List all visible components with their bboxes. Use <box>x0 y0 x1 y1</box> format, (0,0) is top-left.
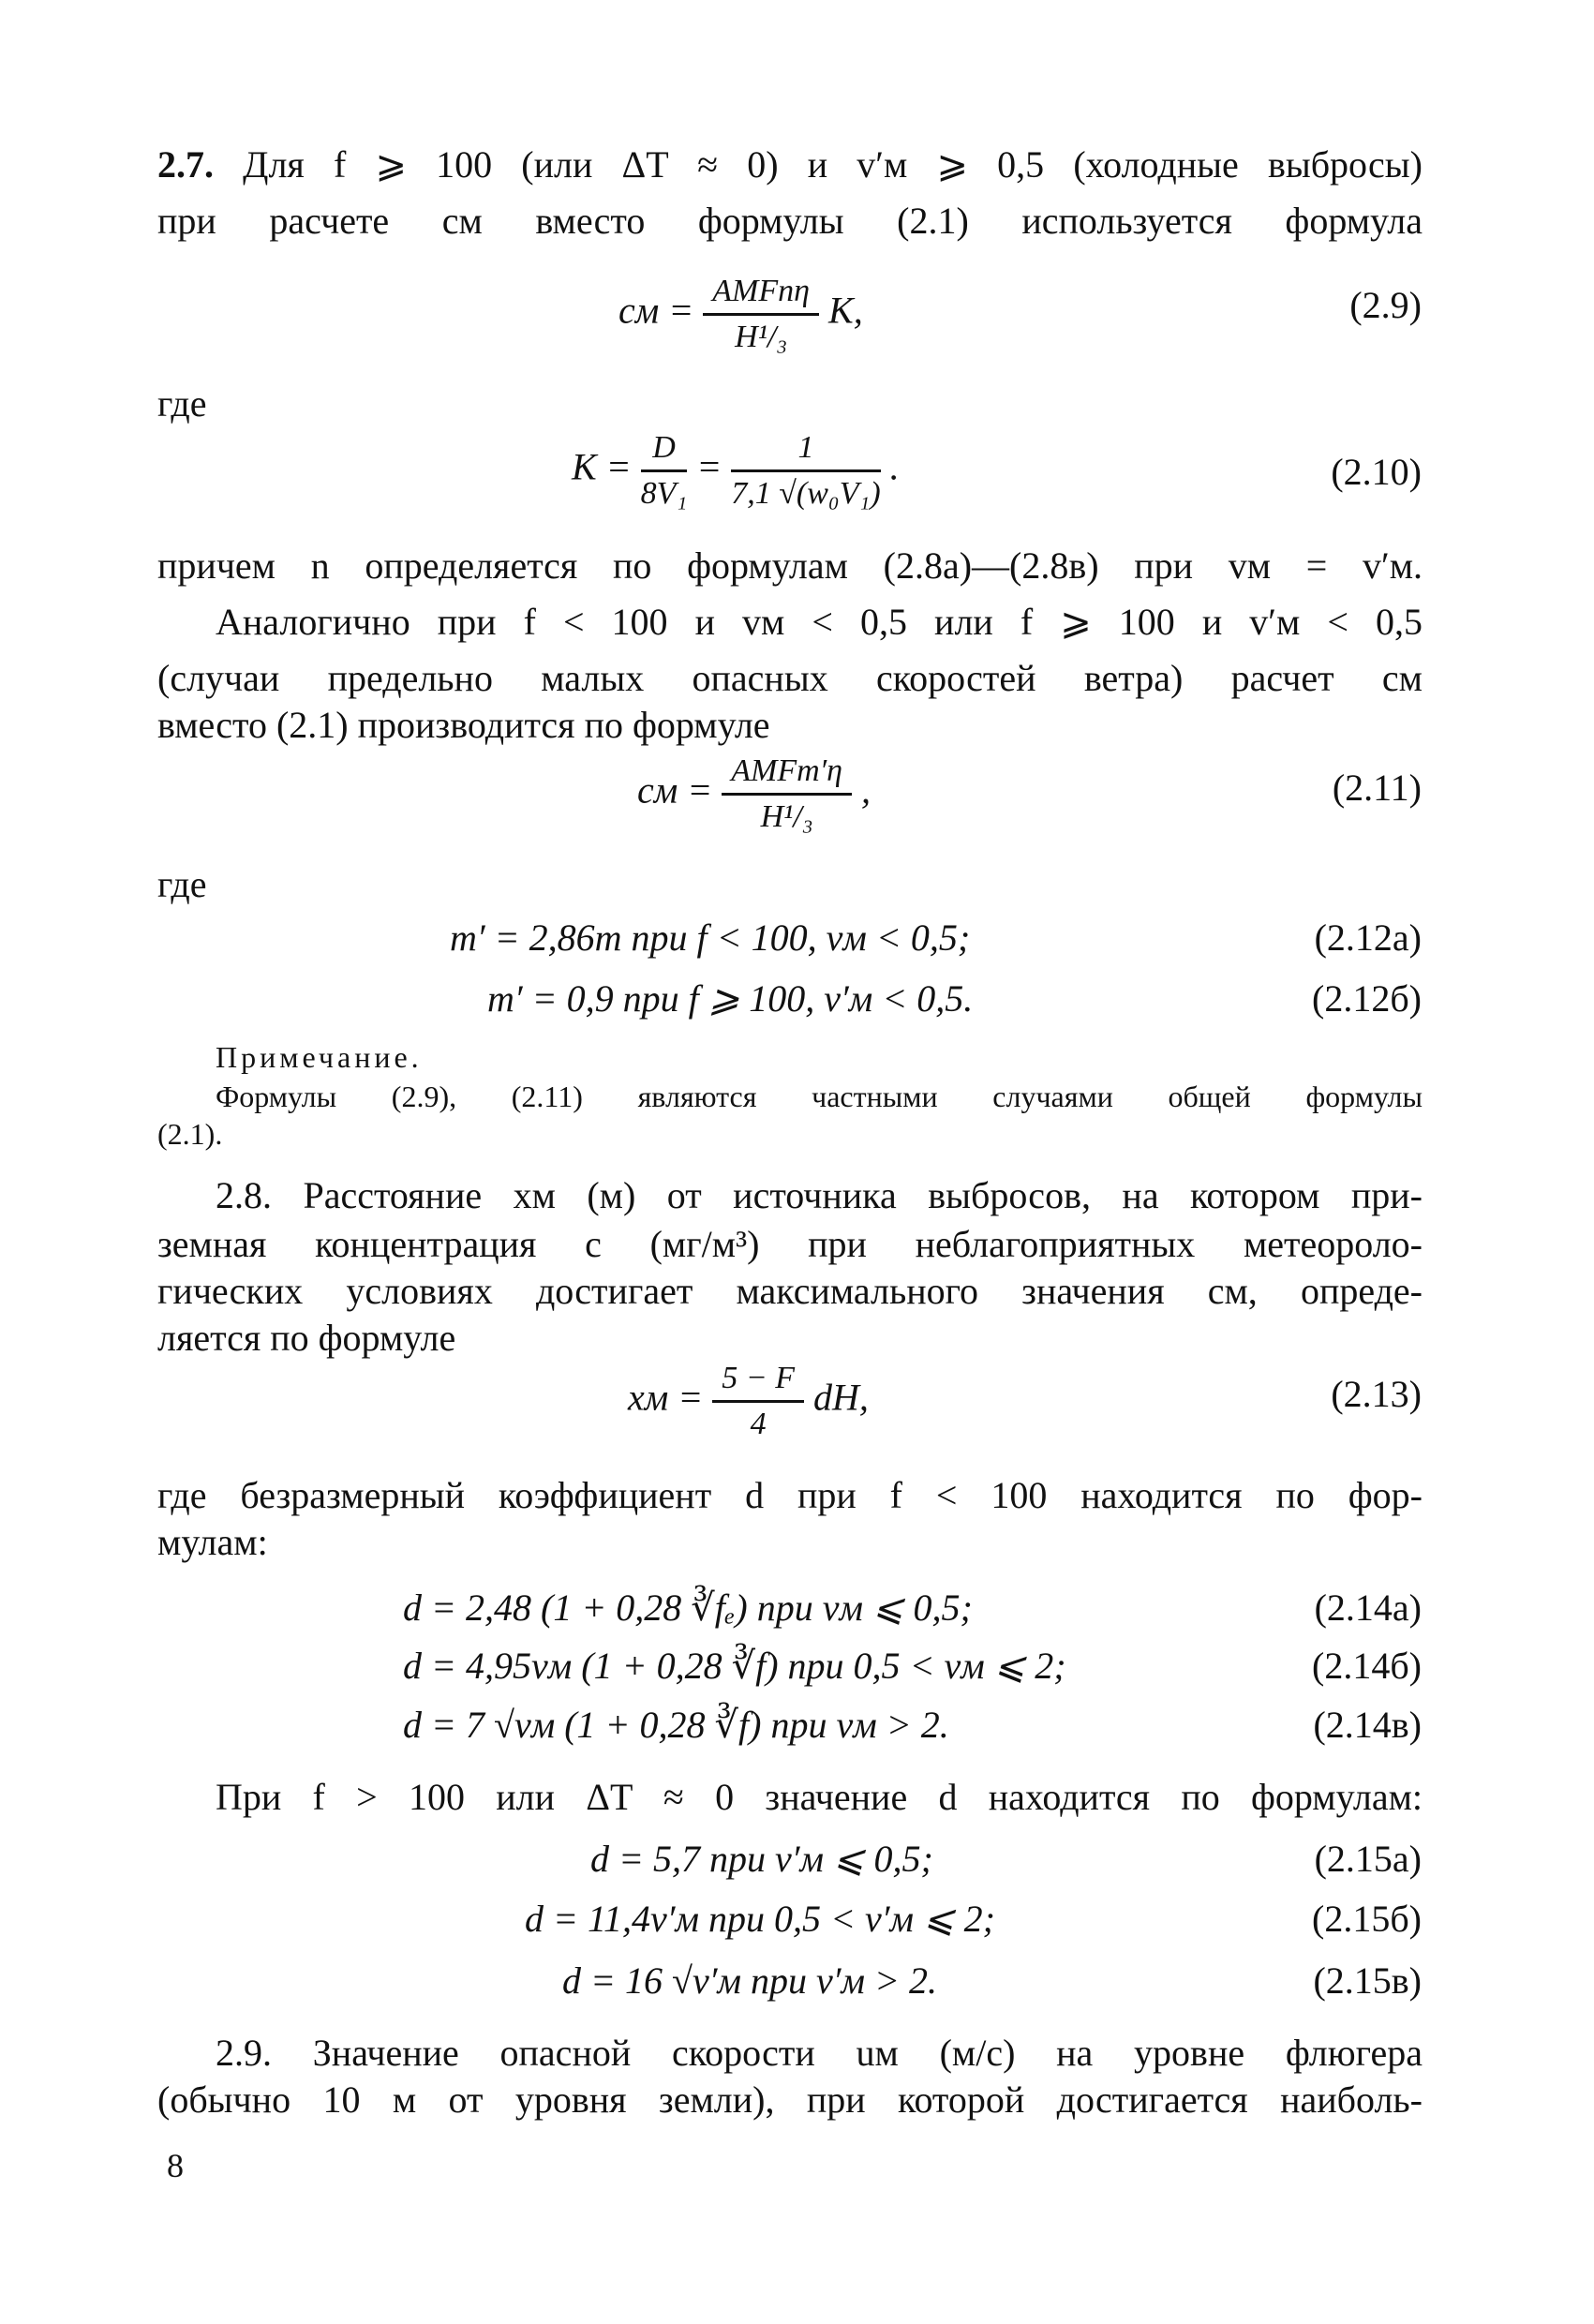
section-2-9-line-2: (обычно 10 м от уровня земли), при которой достигается наиболь- <box>157 2078 1423 2121</box>
note-text: Формулы (2.9), (2.11) являются частными случаями общей формулы <box>216 1080 1423 1113</box>
formula-2-12b: m′ = 0,9 при f ⩾ 100, v′м < 0,5. <box>487 977 974 1020</box>
paragraph-line: (случаи предельно малых опасных скоростей ветра) расчет cм <box>157 657 1423 699</box>
equation-number-2-15a: (2.15а) <box>1314 1838 1422 1880</box>
paragraph-line: вместо (2.1) производится по формуле <box>157 704 770 746</box>
formula-2-15a: d = 5,7 при v′м ⩽ 0,5; <box>590 1838 933 1880</box>
formula-2-15b: d = 11,4v′м при 0,5 < v′м ⩽ 2; <box>525 1898 995 1940</box>
formula-2-12a: m′ = 2,86m при f < 100, vм < 0,5; <box>450 916 971 959</box>
section-2-7-line-1: 2.7. Для f ⩾ 100 (или ΔT ≈ 0) и v′м ⩾ 0,5 (холодные выбросы) <box>157 143 1423 186</box>
note-title: Примечание. <box>216 1040 423 1074</box>
section-2-8-line-1: 2.8. Расстояние xм (м) от источника выбросов, на котором при- <box>216 1174 1423 1216</box>
equation-number-2-15b: (2.15б) <box>1312 1898 1422 1940</box>
formula-2-9: cм = $\frac{\text{AMFnη}}{\text{H¹/₃}}$ K, <box>618 270 863 359</box>
equation-number-2-9: (2.9) <box>1349 284 1422 326</box>
paragraph-line: где безразмерный коэффициент d при f < 100 находится по фор- <box>157 1474 1423 1516</box>
where-label: где <box>157 863 207 905</box>
equation-number-2-12b: (2.12б) <box>1312 977 1422 1020</box>
section-number: 2.7. <box>157 143 214 186</box>
section-2-7-line-2: при расчете cм вместо формулы (2.1) используется формула <box>157 200 1423 242</box>
paragraph-line: причем n определяется по формулам (2.8а)—(2.8в) при vм = v′м. <box>157 544 1423 587</box>
equation-number-2-10: (2.10) <box>1331 451 1422 493</box>
paragraph-line: мулам: <box>157 1521 268 1563</box>
equation-number-2-14a: (2.14а) <box>1314 1587 1422 1629</box>
formula-2-10: K = $\frac{D}{\text{8V₁}}$ = $\frac{1}{\text{7,1 √(w₀V₁)}}$ . <box>572 426 900 515</box>
equation-number-2-12a: (2.12а) <box>1314 916 1422 959</box>
section-2-8-line-4: ляется по формуле <box>157 1317 456 1359</box>
note-text: (2.1). <box>157 1117 223 1151</box>
page-number: 8 <box>167 2147 184 2184</box>
equation-number-2-14v: (2.14в) <box>1313 1704 1422 1746</box>
fraction: $\frac{\text{AMFnη}}{\text{H¹/₃}}$ <box>703 270 819 359</box>
equation-number-2-11: (2.11) <box>1332 767 1422 809</box>
formula-2-14a: d = 2,48 (1 + 0,28 ∛fₑ) при vм ⩽ 0,5; <box>403 1587 973 1629</box>
formula-2-15v: d = 16 √v′м при v′м > 2. <box>562 1959 937 2002</box>
paragraph-line: Аналогично при f < 100 и vм < 0,5 или f ⩾ 100 и v′м < 0,5 <box>216 601 1423 643</box>
formula-2-11: cм = $\frac{\text{AMFm′η}}{\text{H¹/₃}}$ , <box>637 750 871 839</box>
section-2-8-line-2: земная концентрация c (мг/м³) при неблагоприятных метеороло- <box>157 1223 1423 1265</box>
where-label: где <box>157 382 207 425</box>
equation-number-2-13: (2.13) <box>1331 1373 1422 1415</box>
section-2-9-line-1: 2.9. Значение опасной скорости uм (м/с) на уровне флюгера <box>216 2032 1423 2074</box>
section-2-8-line-3: гических условиях достигает максимального значения cм, опреде- <box>157 1270 1423 1312</box>
equation-number-2-15v: (2.15в) <box>1313 1959 1422 2002</box>
equation-number-2-14b: (2.14б) <box>1312 1645 1422 1687</box>
formula-2-14v: d = 7 √vм (1 + 0,28 ∛f) при vм > 2. <box>403 1704 949 1746</box>
formula-2-14b: d = 4,95vм (1 + 0,28 ∛f) при 0,5 < vм ⩽ 2; <box>403 1645 1066 1687</box>
formula-2-13: xм = $\frac{5 - F}{4}$ dH, <box>628 1357 869 1446</box>
paragraph-line: При f > 100 или ΔT ≈ 0 значение d находится по формулам: <box>216 1776 1423 1818</box>
